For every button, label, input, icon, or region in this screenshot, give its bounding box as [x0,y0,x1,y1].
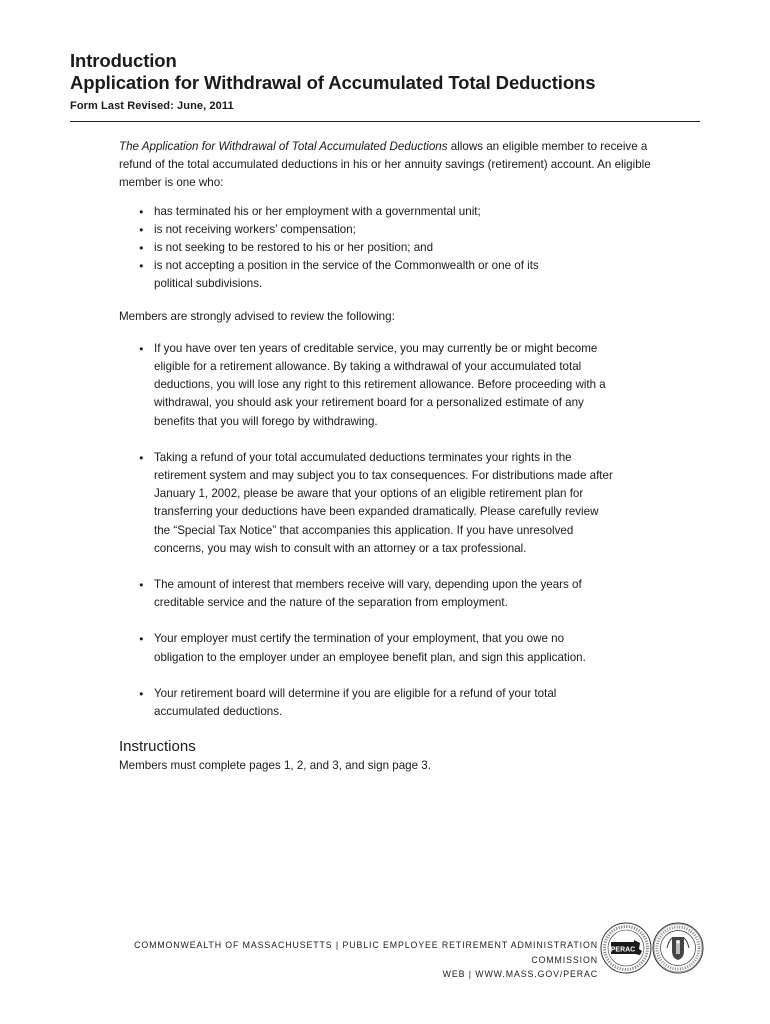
eligibility-list [137,203,577,294]
svg-text:PERAC: PERAC [610,946,636,954]
list-item: ● Your employer must certify the termination of your employment, that you owe no obligation to the employer under an employee benefit plan, and sign this application. [137,630,615,666]
advice-lead: Members are strongly advised to review the following: [119,309,395,323]
revision-date: Form Last Revised: June, 2011 [70,100,234,112]
page-header [70,50,595,112]
instructions-text: Members must complete pages 1, 2, and 3, and sign page 3. [119,759,431,773]
page-title: Introduction [70,50,177,71]
list-item: ● Taking a refund of your total accumulated deductions terminates your rights in the retirement system and may subject you to tax consequences. For distributions made after January 1, 2002, please be aware that your options of an eligible retirement plan for transferring your deductions have been expanded dramatically. Please carefully review the “Special Tax Notice” that accompanies this application. If you have unresolved concerns, you may wish to consult with an attorney or a tax professional. [137,449,615,558]
document-body [119,138,659,775]
state-seal-icon [652,922,704,974]
list-item: ● The amount of interest that members receive will vary, depending upon the years of creditable service and the nature of the separation from employment. [137,576,615,612]
list-item: ● If you have over ten years of creditable service, you may currently be or might become eligible for a retirement allowance. By taking a withdrawal of your accumulated total deductions, you will lose any right to this retirement allowance. Before proceeding with a withdrawal, you should ask your retirement board for a personalized estimate of any benefits that you will forego by withdrawing. [137,340,615,431]
advice-list [137,340,615,721]
form-title: Application for Withdrawal of Accumulated Total Deductions [70,72,596,93]
header-divider [70,121,700,122]
list-item: ● has terminated his or her employment with a governmental unit; [137,203,577,221]
list-item: ● is not receiving workers’ compensation; [137,221,577,239]
intro-paragraph [119,138,659,193]
intro-text: allows an eligible member to receive a refund of the total accumulated deductions in his or her annuity savings (retirement) account. An eligible member is one who: [119,140,651,190]
footer-org: COMMONWEALTH OF MASSACHUSETTS | PUBLIC EMPLOYEE RETIREMENT ADMINISTRATION COMMISSION [134,940,598,965]
form-name: The Application for Withdrawal of Total Accumulated Deductions [119,140,448,153]
instructions-heading: Instructions [119,738,196,756]
page-footer [70,938,598,982]
perac-seal-icon [600,922,652,974]
list-item: ● is not seeking to be restored to his or her position; and [137,239,577,257]
list-item: ● Your retirement board will determine if you are eligible for a refund of your total accumulated deductions. [137,685,615,721]
footer-web: WEB | WWW.MASS.GOV/PERAC [442,969,598,979]
list-item: ● is not accepting a position in the service of the Commonwealth or one of its political subdivisions. [137,257,577,293]
